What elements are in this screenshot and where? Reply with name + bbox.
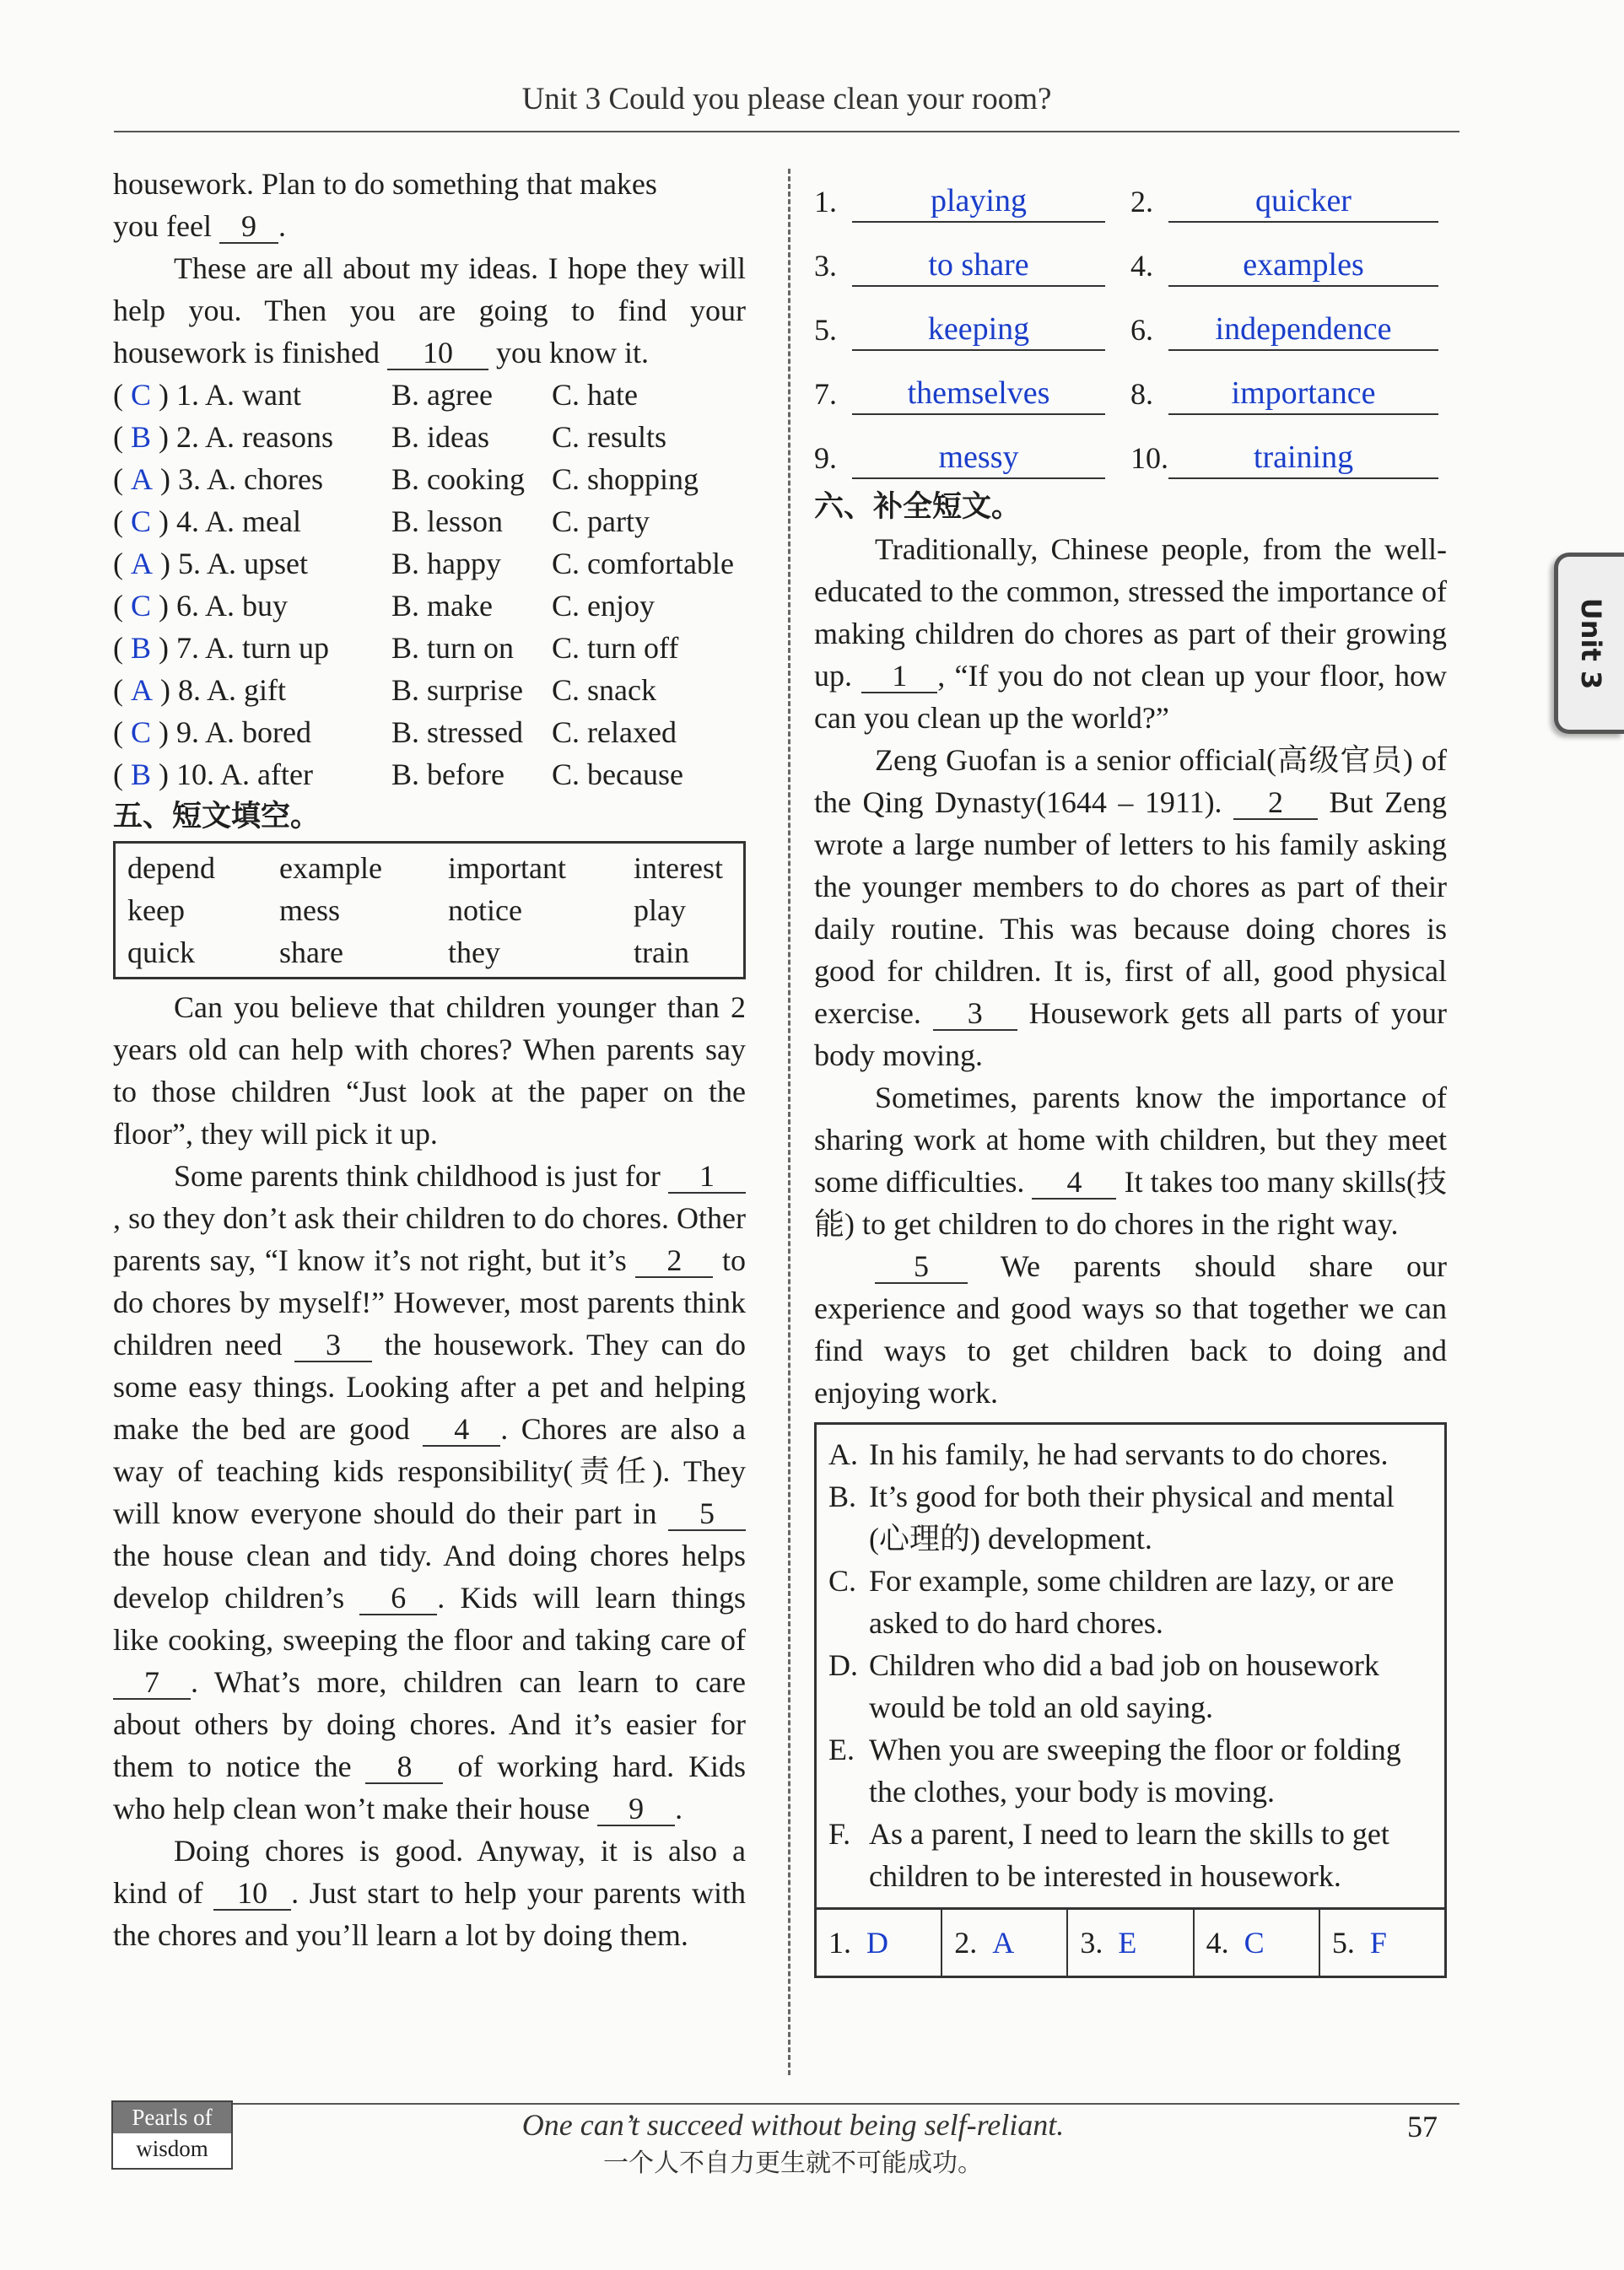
mc-question (113, 500, 746, 542)
options-box (814, 1422, 1447, 1978)
fill-answer-text: to share (852, 245, 1105, 287)
answer-letter: D (866, 1926, 888, 1960)
mc-answer: B (131, 631, 152, 665)
header-rule (114, 131, 1459, 132)
fill-answer-item (1130, 437, 1447, 479)
blank-5: 5 (875, 1250, 968, 1284)
answer-cell (1193, 1910, 1319, 1976)
answer-number: 5. (1331, 1926, 1355, 1960)
mc-stem: ( C ) 9. A. bored (113, 711, 391, 753)
fill-answer-text: importance (1168, 373, 1438, 415)
fill-answer-row (814, 287, 1447, 351)
cloze-paragraph-3: Sometimes, parents know the importance of sharing work at home with children, but they meet some difficulties. 4 It takes too many skills(技能) to get children to do chores in the right way. (814, 1081, 1447, 1241)
mc-option-c: C. results (552, 420, 667, 454)
answer-letter: A (992, 1926, 1015, 1960)
mc-option-b: B. turn on (391, 631, 515, 665)
intro-line-1: housework. Plan to do something that makes (113, 167, 657, 201)
fill-answer-item (1130, 245, 1447, 287)
pearls-of-wisdom-badge (111, 2100, 233, 2170)
footer-rule (114, 2103, 1459, 2105)
fill-answer-text: playing (852, 181, 1105, 223)
word-box-word: mess (279, 893, 340, 927)
option-letter: D. (828, 1648, 858, 1682)
multiple-choice-list (113, 374, 746, 795)
fill-answer-grid (814, 159, 1447, 479)
option-text: As a parent, I need to learn the skills to get children to be interested in housework. (869, 1817, 1389, 1893)
fill-answer-number: 6. (1130, 313, 1153, 347)
mc-answer: B (131, 758, 152, 791)
mc-option-c: C. relaxed (552, 715, 677, 749)
fill-answer-text: quicker (1168, 181, 1438, 223)
mc-stem: ( A ) 5. A. upset (113, 542, 391, 585)
word-box-word: quick (127, 935, 195, 969)
answer-number: 4. (1206, 1926, 1229, 1960)
option-item (828, 1728, 1432, 1813)
mc-option-c: C. snack (552, 673, 656, 707)
word-box-word: depend (127, 851, 215, 885)
blank-9: 9 (219, 210, 278, 244)
mc-question (113, 374, 746, 416)
mc-question (113, 627, 746, 669)
quote-chinese: 一个人不自力更生就不可能成功。 (603, 2149, 983, 2178)
right-column (814, 159, 1447, 1978)
mc-answer: C (131, 504, 152, 538)
mc-stem: ( B ) 10. A. after (113, 753, 391, 795)
answer-cell (941, 1910, 1066, 1976)
cloze-paragraph-1: Traditionally, Chinese people, from the well-educated to the common, stressed the importance of making children do chores as part of their growing up. 1 , “If you do not clean up your floor, how can you clean up the world?” (814, 532, 1448, 735)
word-box-word: play (634, 893, 686, 927)
fill-answer-item (814, 309, 1130, 351)
blank-3: 3 (933, 997, 1017, 1031)
fill-answer-item (1130, 373, 1447, 415)
answer-number: 3. (1080, 1926, 1103, 1960)
word-box-word: important (448, 851, 566, 885)
passage-paragraph-3: Doing chores is good. Anyway, it is also a kind of 10 . Just start to help your parents with the chores and you’ll learn a lot by doing them. (113, 1834, 746, 1952)
answer-cell (1319, 1910, 1444, 1976)
option-letter: B. (828, 1480, 857, 1513)
mc-option-b: B. ideas (391, 420, 489, 454)
blank-10: 10 (213, 1877, 291, 1911)
unit-tab-label: Unit 3 (1575, 597, 1607, 689)
answer-cell (1066, 1910, 1192, 1976)
option-letter: F. (828, 1817, 851, 1851)
option-text: In his family, he had servants to do chores. (869, 1437, 1389, 1471)
option-item (828, 1475, 1432, 1560)
answer-letter: C (1244, 1926, 1265, 1960)
mc-stem: ( A ) 3. A. chores (113, 458, 391, 500)
mc-stem: ( B ) 2. A. reasons (113, 416, 391, 458)
fill-answer-number: 5. (814, 313, 837, 347)
fill-answer-number: 1. (814, 185, 837, 218)
section-6-title: 六、补全短文。 (814, 490, 1022, 524)
word-box-row (127, 889, 731, 931)
mc-question (113, 669, 746, 711)
word-box-word: example (279, 851, 382, 885)
quote-english: One can’t succeed without being self-reliant. (521, 2108, 1065, 2142)
mc-option-b: B. before (391, 758, 504, 791)
fill-answer-number: 9. (814, 441, 837, 475)
option-text: Children who did a bad job on housework would be told an old saying. (869, 1648, 1379, 1724)
option-text: For example, some children are lazy, or are asked to do hard chores. (869, 1564, 1395, 1640)
mc-stem: ( C ) 6. A. buy (113, 585, 391, 627)
passage-paragraph-1: Can you believe that children younger than 2 years old can help with chores? When parents say to those children “Just look at the paper on the floor”, they will pick it up. (113, 990, 746, 1151)
mc-option-c: C. party (552, 504, 650, 538)
blank-9: 9 (597, 1793, 675, 1826)
fill-answer-item (814, 181, 1130, 223)
mc-option-b: B. make (391, 589, 493, 623)
blank-5: 5 (668, 1497, 746, 1531)
blank-2: 2 (635, 1244, 713, 1278)
blank-7: 7 (113, 1666, 191, 1700)
blank-10: 10 (387, 337, 488, 370)
word-box-word: train (634, 935, 689, 969)
mc-question (113, 711, 746, 753)
option-item (828, 1433, 1432, 1475)
pearls-label: Pearls of (113, 2102, 231, 2133)
word-box-word: share (279, 935, 343, 969)
fill-answer-item (814, 373, 1130, 415)
mc-answer: A (131, 547, 153, 580)
mc-question (113, 416, 746, 458)
footer-quote (253, 2106, 1333, 2183)
mc-answer: A (131, 673, 153, 707)
blank-6: 6 (359, 1582, 437, 1615)
option-item (828, 1560, 1432, 1644)
blank-2: 2 (1233, 786, 1318, 820)
option-text: When you are sweeping the floor or folding the clothes, your body is moving. (869, 1733, 1401, 1809)
fill-answer-text: independence (1168, 309, 1438, 351)
fill-answer-number: 3. (814, 249, 837, 283)
cloze-paragraph-2: Zeng Guofan is a senior official(高级官员) of the Qing Dynasty(1644 – 1911). 2 But Zeng wrote a large number of letters to his family asking the younger members to do chores as part of their daily routine. This was because doing chores is good for children. It is, first of all, good physical exercise. 3 Housework gets all parts of your body moving. (814, 743, 1448, 1072)
word-box-row (127, 931, 731, 973)
word-box (113, 841, 746, 979)
word-box-word: they (448, 935, 500, 969)
intro-line-2: you feel 9 . (113, 209, 286, 243)
mc-option-c: C. comfortable (552, 547, 734, 580)
mc-option-c: C. turn off (552, 631, 679, 665)
blank-4: 4 (423, 1413, 500, 1447)
mc-option-c: C. shopping (552, 462, 699, 496)
mc-option-c: C. hate (552, 378, 638, 412)
mc-question (113, 458, 746, 500)
answer-number: 2. (954, 1926, 978, 1960)
fill-answer-number: 4. (1130, 249, 1153, 283)
mc-option-c: C. because (552, 758, 683, 791)
unit-tab (1554, 553, 1624, 734)
mc-option-b: B. agree (391, 378, 493, 412)
word-box-word: interest (634, 851, 723, 885)
mc-question (113, 542, 746, 585)
mc-option-b: B. stressed (391, 715, 523, 749)
word-box-word: keep (127, 893, 185, 927)
blank-8: 8 (365, 1750, 443, 1784)
fill-answer-text: messy (852, 437, 1105, 479)
column-divider (788, 169, 790, 2075)
option-item (828, 1644, 1432, 1728)
left-column (113, 163, 746, 1956)
fill-answer-text: training (1168, 437, 1438, 479)
fill-answer-row (814, 351, 1447, 415)
blank-1: 1 (668, 1160, 746, 1194)
mc-option-b: B. surprise (391, 673, 523, 707)
mc-stem: ( B ) 7. A. turn up (113, 627, 391, 669)
word-box-row (127, 847, 731, 889)
word-box-word: notice (448, 893, 522, 927)
fill-answer-text: examples (1168, 245, 1438, 287)
answer-cell (817, 1910, 941, 1976)
fill-answer-number: 10. (1130, 441, 1168, 475)
mc-option-b: B. cooking (391, 462, 525, 496)
fill-answer-number: 2. (1130, 185, 1153, 218)
mc-stem: ( C ) 1. A. want (113, 374, 391, 416)
mc-answer: A (131, 462, 153, 496)
fill-answer-row (814, 159, 1447, 223)
mc-answer: C (131, 715, 152, 749)
passage-paragraph-2: Some parents think childhood is just for 1, so they don’t ask their children to do chores. Other parents say, “I know it’s not right, but it’s 2 to do chores by myself!” However, most parents think children need 3 the housework. They can do some easy things. Looking after a pet and helping make the bed are good 4 . Chores are also a way of teaching kids responsibility(责任). They will know everyone should do their part in 5 the house clean and tidy. And doing chores helps develop children’s 6 . Kids will learn things like cooking, sweeping the floor and taking care of 7 . What’s more, children can learn to care about others by doing chores. And it’s easier for them to notice the 8 of working hard. Kids who help clean won’t make their house 9 . (113, 1159, 747, 1825)
option-item (828, 1813, 1432, 1897)
mc-stem: ( C ) 4. A. meal (113, 500, 391, 542)
answer-letter: F (1369, 1926, 1387, 1960)
mc-answer: C (131, 378, 152, 412)
fill-answer-row (814, 415, 1447, 479)
blank-4: 4 (1032, 1166, 1116, 1200)
fill-answer-item (1130, 309, 1447, 351)
fill-answer-text: themselves (852, 373, 1105, 415)
mc-option-b: B. lesson (391, 504, 504, 538)
mc-answer: C (131, 589, 152, 623)
cloze-paragraph-4: 5 We parents should share our experience and good ways so that together we can find ways to get children back to doing and enjoying work. (814, 1249, 1447, 1410)
page-header-title: Unit 3 Could you please clean your room? (521, 82, 1052, 116)
fill-answer-row (814, 223, 1447, 287)
option-letter: A. (828, 1437, 858, 1471)
mc-answer: B (131, 420, 152, 454)
mc-option-b: B. happy (391, 547, 501, 580)
mc-option-c: C. enjoy (552, 589, 655, 623)
blank-3: 3 (294, 1329, 372, 1362)
mc-question (113, 585, 746, 627)
page-number: 57 (1407, 2110, 1438, 2143)
section-5-title: 五、短文填空。 (113, 800, 321, 833)
answer-number: 1. (828, 1926, 851, 1960)
blank-1: 1 (861, 660, 937, 693)
fill-answer-number: 7. (814, 377, 837, 411)
option-letter: C. (828, 1564, 857, 1598)
answer-row (817, 1907, 1444, 1976)
fill-answer-number: 8. (1130, 377, 1153, 411)
mc-question (113, 753, 746, 795)
fill-answer-item (814, 437, 1130, 479)
fill-answer-item (1130, 181, 1447, 223)
fill-answer-text: keeping (852, 309, 1105, 351)
wisdom-label: wisdom (136, 2136, 208, 2161)
answer-letter: E (1118, 1926, 1137, 1960)
option-text: It’s good for both their physical and mental (心理的) development. (869, 1480, 1395, 1556)
mc-stem: ( A ) 8. A. gift (113, 669, 391, 711)
intro-paragraph: These are all about my ideas. I hope they will help you. Then you are going to find your housework is finished 10 you know it. (113, 251, 746, 369)
fill-answer-item (814, 245, 1130, 287)
option-letter: E. (828, 1733, 855, 1766)
